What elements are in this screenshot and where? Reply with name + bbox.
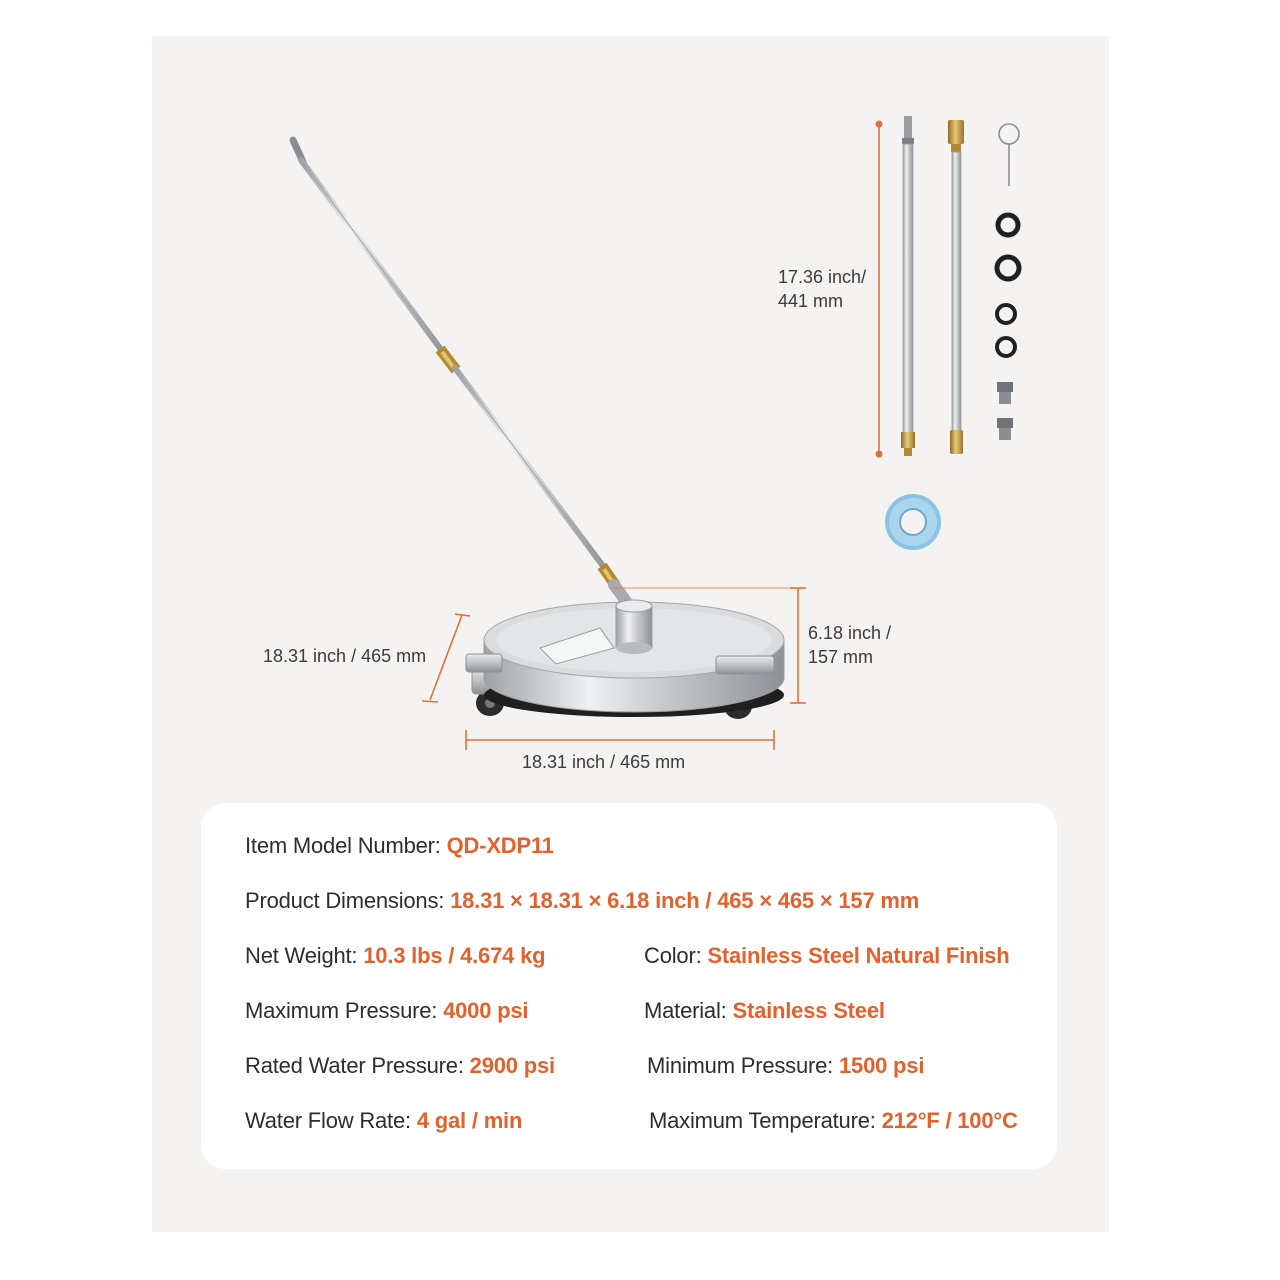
depth-dimension-label: 18.31 inch / 465 mm <box>263 646 427 666</box>
surface-cleaner <box>293 140 784 719</box>
spec-product-dimensions: Product Dimensions: 18.31 × 18.31 × 6.18 inch / 465 × 465 × 157 mm <box>245 888 920 913</box>
length-dimension-line <box>876 121 883 458</box>
spec-water-flow-rate: Water Flow Rate: 4 gal / min <box>245 1108 523 1133</box>
spec-minimum-pressure: Minimum Pressure: 1500 psi <box>647 1053 925 1078</box>
width-dimension-label: 18.31 inch / 465 mm <box>522 752 686 772</box>
spec-color: Color: Stainless Steel Natural Finish <box>644 943 1010 968</box>
ptfe-tape-icon <box>885 494 941 550</box>
height-dimension-label: 6.18 inch / 157 mm <box>808 623 892 667</box>
spec-rated-water-pressure: Rated Water Pressure: 2900 psi <box>245 1053 555 1078</box>
spec-maximum-temperature: Maximum Temperature: 212°F / 100°C <box>649 1108 1018 1133</box>
accessories <box>876 116 1020 550</box>
spec-net-weight: Net Weight: 10.3 lbs / 4.674 kg <box>245 943 546 968</box>
extension-wand-icon <box>901 116 915 456</box>
pin-icon <box>999 124 1019 186</box>
extension-length-label: 17.36 inch/ 441 mm <box>778 267 867 311</box>
spec-maximum-pressure: Maximum Pressure: 4000 psi <box>245 998 529 1023</box>
spec-material: Material: Stainless Steel <box>644 998 885 1023</box>
quick-connect-wand-icon <box>948 120 964 454</box>
o-ring-icon <box>997 215 1019 356</box>
spec-model-number: Item Model Number: QD-XDP11 <box>245 833 554 858</box>
nozzle-icon <box>997 382 1013 440</box>
